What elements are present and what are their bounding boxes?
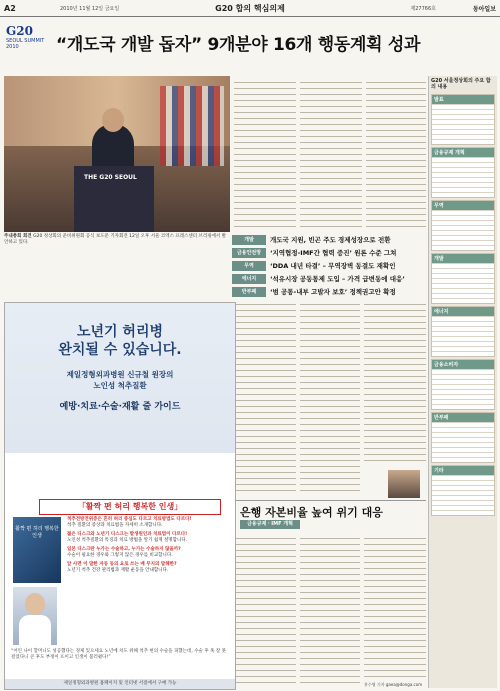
byline: 홍수영 기자 gaea@donga.com [364,682,423,687]
ad-feature-question: 일본 디스크란 누가는 수술하고, 누가는 수술하지 않을까? [67,547,181,552]
sidebar-box [431,147,495,198]
agenda-tag: 에너지 [232,274,266,284]
article-column-7 [236,534,296,686]
ad-feature-question: 앞 사면 이 말한 자동 동의 요로 쓰는 배 무지의 말해한? [67,562,177,567]
ad-title-line-1: 노년기 허리병 [76,324,164,340]
article-column-1 [234,78,296,230]
ad-footer: 제일정형외과병원 홈페이지 및 인터넷 서점에서 구매 가능 [5,679,235,689]
ad-feature-question: 척추전방전위증은 흔히 허리 중심도 다르고 치료방법도 다르다! [67,517,192,522]
caption-text: G20 정상회의 준비위원회 공식 보도문 기자회견 12일 오후 서울 코엑스 프레스센터 브리핑에서 발언하고 있다. [4,234,227,245]
sidebar-box [431,412,495,463]
ad-book-banner: 「활짝 편 허리 행복한 인생」 [39,499,221,515]
ad-tagline: 예방·치료·수술·재활 줄 가이드 [59,402,181,412]
flags-image [160,86,224,166]
agenda-row [232,247,426,258]
divider [236,500,426,501]
sidebar-box-title: 반부패 [432,413,494,422]
agenda-summary-table [232,234,426,299]
agenda-tag: 개발 [232,235,266,245]
ad-feature-answer: 척추 질환의 증상과 치료법을 자세히 소개합니다. [67,523,163,528]
ad-top-panel [5,303,235,453]
article-column-9 [364,534,426,680]
sidebar-box [431,253,495,304]
page-header [0,0,500,17]
sidebar-box-lines [432,475,494,515]
sidebar-box-lines [432,316,494,356]
caption-name: 주내총회 회견 [4,234,32,239]
author-photo [13,587,57,645]
author-face [25,593,45,615]
sidebar-box-title: 기타 [432,466,494,475]
issue-date: 2010년 11월 12일 금요일 [60,5,120,12]
sidebar-box-lines [432,369,494,409]
sidebar-box-title: 금융규제 개혁 [432,148,494,157]
sidebar-title: G20 서울정상회의 주요 합의 내용 [431,78,491,90]
sidebar-box [431,200,495,251]
book-advertisement[interactable] [4,302,236,690]
ad-feature-item [67,517,229,529]
book-cover-title: 활짝 편 허리 행복한 인생 [15,526,59,539]
ad-feature-item [67,547,229,559]
sidebar-box [431,94,495,145]
speaker-head [102,108,124,132]
sidebar-box [431,359,495,410]
photo-caption [4,234,230,246]
article-column-3 [366,78,426,230]
sidebar-box-lines [432,422,494,462]
ad-feature-item [67,532,229,544]
agenda-row [232,273,426,284]
g20-logo-main: G20 [6,24,33,38]
ad-feature-answer: 수술이 필요한 경우와 그렇지 않은 경우를 비교합니다. [67,553,173,558]
reporter-photo [388,470,420,498]
agenda-row [232,260,426,271]
ad-subtitle-line-1: 제일정형외과병원 신규철 원장의 [66,370,174,379]
right-sidebar [428,76,497,688]
sidebar-box-lines [432,104,494,144]
sidebar-box [431,306,495,357]
agenda-tag: 금융안전망 [232,248,266,258]
ad-feature-item [67,562,229,574]
sidebar-box-title: 발표 [432,95,494,104]
article-column-6 [364,300,426,466]
sidebar-box-lines [432,263,494,303]
book-cover [13,517,61,583]
sub-headline: 은행 자본비율 높여 위기 대응 [240,506,383,519]
ad-feature-question: 젊은 디스크와 노년기 디스크는 발생원인과 치료법이 다르다! [67,532,188,537]
ad-feature-answer: 노인성 척추질환의 특징과 치료 방법을 알기 쉽게 설명합니다. [67,538,188,543]
ad-testimonial: “어린 나이 할머니도 성공했다는 경제 있으세요 노년에 치도 위해 척추 현의 수술을 피했는데, 수술 후 혹 잘 못 걸었다니 큰 후도 부정이 뜨이고 인생이 불러줬다!” [11,649,226,660]
author-coat [19,615,51,645]
ad-feature-list [67,517,229,577]
ad-feature-answer: 노년기 척추 건강 관리법과 재활 운동을 안내합니다. [67,568,169,573]
ad-title-line-2: 완치될 수 있습니다. [58,342,182,358]
agenda-text: ‘지역협정-IMF간 협력 증진’ 원론 수준 그쳐 [270,249,397,257]
page-number: A2 [4,3,16,13]
g20-logo-sub: SEOUL SUMMIT 2010 [6,38,45,50]
article-column-2 [300,78,362,230]
podium [74,166,154,232]
article-column-4 [236,300,296,496]
main-headline: “개도국 개발 돕자” 9개분야 16개 행동계획 성과 [56,35,421,55]
sidebar-box-lines [432,210,494,250]
article-column-8 [300,534,360,686]
agenda-text: ‘DDA 내년 타결’ – 무역장벽 동결도 재확인 [270,262,396,270]
g20-logo [6,24,46,68]
ad-subtitle-line-2: 노인성 척추질환 [93,381,147,390]
sidebar-box-title: 금융소비자 [432,360,494,369]
agenda-text: ‘석유시장 공동통제 도입 – 가격 급변동에 대응’ [270,275,405,283]
ad-title [5,323,235,359]
agenda-row [232,234,426,245]
sidebar-box-lines [432,157,494,197]
newspaper-brand: 동아일보 [472,5,496,13]
sub-section-tag: 금융규제ㆍIMF 개혁 [240,520,300,529]
agenda-tag: 반부패 [232,287,266,297]
agenda-row [232,286,426,297]
podium-text: THE G20 SEOUL [84,174,137,181]
issue-number: 제27766호 [410,5,436,12]
sidebar-box-title: 무역 [432,201,494,210]
article-column-5 [300,300,360,496]
sidebar-box-title: 개발 [432,254,494,263]
agenda-text: 개도국 지원, 빈곤 주도 경제성장으로 전환 [270,236,391,244]
agenda-tag: 무역 [232,261,266,271]
press-conference-photo [4,76,230,232]
section-title: G20 합의 핵심의제 [215,3,285,13]
ad-subtitle [5,369,235,391]
sidebar-box-title: 에너지 [432,307,494,316]
agenda-text: ‘범 공통-내부 고발자 보호’ 정책권고안 확정 [270,288,396,296]
sidebar-box [431,465,495,516]
